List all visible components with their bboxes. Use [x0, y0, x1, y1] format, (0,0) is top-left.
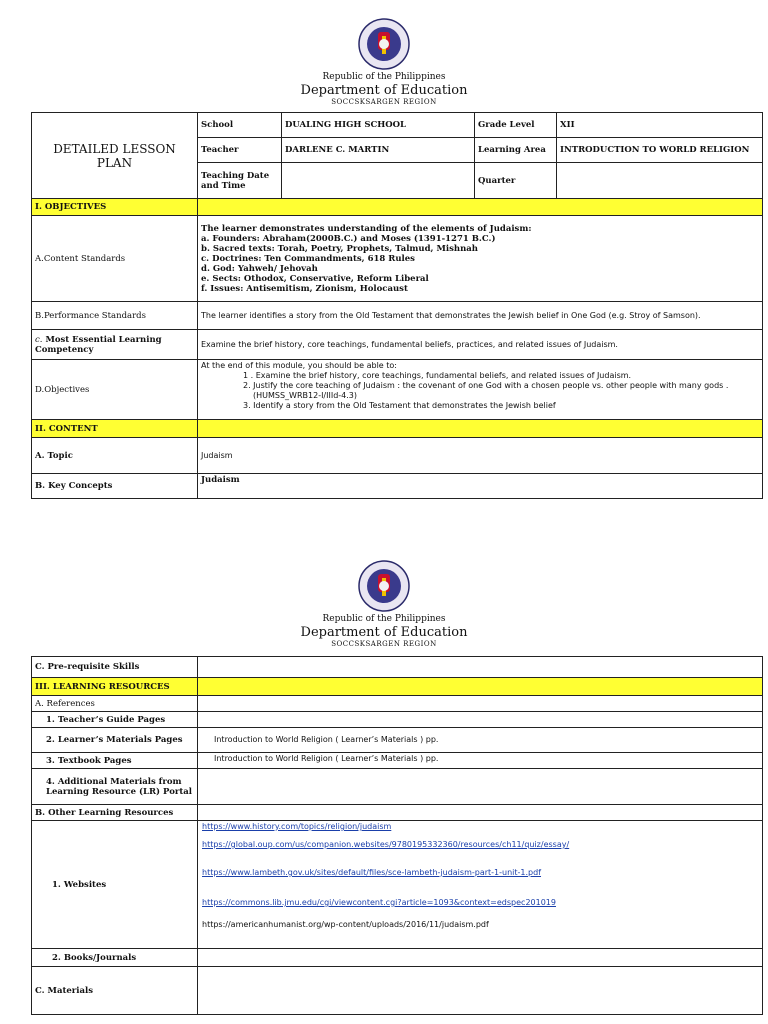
cs-line: a. Founders: Abraham(2000B.C.) and Moses (1391-1271 B.C.) — [201, 233, 496, 244]
d-objectives-value — [198, 360, 763, 420]
grade-label: Grade Level — [475, 113, 557, 138]
school-value: DUALING HIGH SCHOOL — [282, 113, 475, 138]
region-text: SOCCSKSARGEN REGION — [331, 640, 437, 648]
resources-header-fill — [198, 678, 763, 696]
date-label: Teaching Date and Time — [198, 163, 282, 199]
cs-line: e. Sects: Othodox, Conservative, Reform Liberal — [201, 273, 429, 284]
cs-line: c. Doctrines: Ten Commandments, 618 Rules — [201, 253, 415, 264]
objective-item: 3. Identify a story from the Old Testament that demonstrates the Jewish belief — [243, 401, 556, 410]
region-text: SOCCSKSARGEN REGION — [331, 98, 437, 106]
tg-value — [198, 712, 763, 728]
page2-header — [0, 560, 768, 648]
d-objectives-label: D.Objectives — [32, 360, 198, 420]
materials-label: C. Materials — [32, 967, 198, 1015]
materials-value — [198, 967, 763, 1015]
tb-value: Introduction to World Religion ( Learner’s Materials ) pp. — [198, 753, 763, 769]
cs-line: f. Issues: Antisemitism, Zionism, Holocaust — [201, 283, 408, 294]
key-concepts-label: B. Key Concepts — [32, 474, 198, 499]
content-standards-label: A.Content Standards — [32, 216, 198, 302]
prereq-value — [198, 657, 763, 678]
d-objectives-intro: At the end of this module, you should be able to: — [201, 361, 397, 370]
lesson-plan-table-1 — [31, 112, 763, 499]
republic-text: Republic of the Philippines — [322, 72, 446, 82]
am-value — [198, 769, 763, 805]
objectives-header: I. OBJECTIVES — [32, 199, 198, 216]
objective-item: 1 . Examine the brief history, core teachings, fundamental beliefs, and related issues of Judaism. — [243, 371, 632, 380]
website-link[interactable]: https://www.history.com/topics/religion/judaism — [202, 822, 392, 831]
school-label: School — [198, 113, 282, 138]
key-concepts-value: Judaism — [198, 474, 763, 499]
melc-prefix: c. — [35, 334, 43, 345]
department-title: Department of Education — [300, 83, 468, 98]
melc-value: Examine the brief history, core teachings, fundamental beliefs, practices, and related issues of Judaism. — [198, 330, 763, 360]
website-link[interactable]: https://www.lambeth.gov.uk/sites/default/files/sce-lambeth-judaism-part-1-unit-1.pdf — [202, 868, 542, 877]
performance-value: The learner identifies a story from the Old Testament that demonstrates the Jewish belief in One God (e.g. Stroy of Samson). — [198, 302, 763, 330]
content-standards-value — [198, 216, 763, 302]
quarter-label: Quarter — [475, 163, 557, 199]
republic-text: Republic of the Philippines — [322, 614, 446, 624]
date-value — [282, 163, 475, 199]
area-value: INTRODUCTION TO WORLD RELIGION — [557, 138, 763, 163]
other-resources-label: B. Other Learning Resources — [32, 805, 198, 821]
lm-value: Introduction to World Religion ( Learner’s Materials ) pp. — [198, 728, 763, 753]
cs-line: d. God: Yahweh/ Jehovah — [201, 263, 318, 274]
page1-header — [0, 18, 768, 106]
references-value — [198, 696, 763, 712]
content-header-fill — [198, 420, 763, 438]
resources-header: III. LEARNING RESOURCES — [32, 678, 198, 696]
cs-line: The learner demonstrates understanding of the elements of Judaism: — [201, 223, 532, 234]
teacher-label: Teacher — [198, 138, 282, 163]
detailed-lesson-plan-title: DETAILED LESSON PLAN — [32, 113, 198, 199]
website-text: https://americanhumanist.org/wp-content/uploads/2016/11/judaism.pdf — [202, 920, 489, 929]
teacher-value: DARLENE C. MARTIN — [282, 138, 475, 163]
cs-line: b. Sacred texts: Torah, Poetry, Prophets, Talmud, Mishnah — [201, 243, 478, 254]
books-label: 2. Books/Journals — [32, 949, 198, 967]
quarter-value — [557, 163, 763, 199]
website-link[interactable]: https://commons.lib.jmu.edu/cgi/viewcontent.cgi?article=1093&context=edspec201019 — [202, 898, 556, 907]
area-label: Learning Area — [475, 138, 557, 163]
websites-list — [198, 821, 763, 949]
objective-item: 2. Justify the core teaching of Judaism : the covenant of one God with a chosen people vs. other people with many gods . (HUMSS_WRB12-I/IIId-4.3) — [243, 381, 729, 400]
am-label: 4. Additional Materials from Learning Resource (LR) Portal — [32, 769, 198, 805]
grade-value: XII — [557, 113, 763, 138]
websites-label: 1. Websites — [32, 821, 198, 949]
references-label: A. References — [32, 696, 198, 712]
melc-label-text: Most Essential Learning Competency — [35, 334, 162, 355]
objectives-header-fill — [198, 199, 763, 216]
other-resources-value — [198, 805, 763, 821]
tb-label: 3. Textbook Pages — [32, 753, 198, 769]
deped-seal-icon — [358, 560, 410, 612]
topic-label: A. Topic — [32, 438, 198, 474]
website-link[interactable]: https://global.oup.com/us/companion.websites/9780195332360/resources/ch11/quiz/essay/ — [202, 840, 570, 849]
deped-seal-icon — [358, 18, 410, 70]
lm-label: 2. Learner’s Materials Pages — [32, 728, 198, 753]
melc-label — [32, 330, 198, 360]
books-value — [198, 949, 763, 967]
content-header: II. CONTENT — [32, 420, 198, 438]
performance-label: B.Performance Standards — [32, 302, 198, 330]
prereq-label: C. Pre-requisite Skills — [32, 657, 198, 678]
department-title: Department of Education — [300, 625, 468, 640]
lesson-plan-table-2 — [31, 656, 763, 1015]
tg-label: 1. Teacher’s Guide Pages — [32, 712, 198, 728]
topic-value: Judaism — [198, 438, 763, 474]
